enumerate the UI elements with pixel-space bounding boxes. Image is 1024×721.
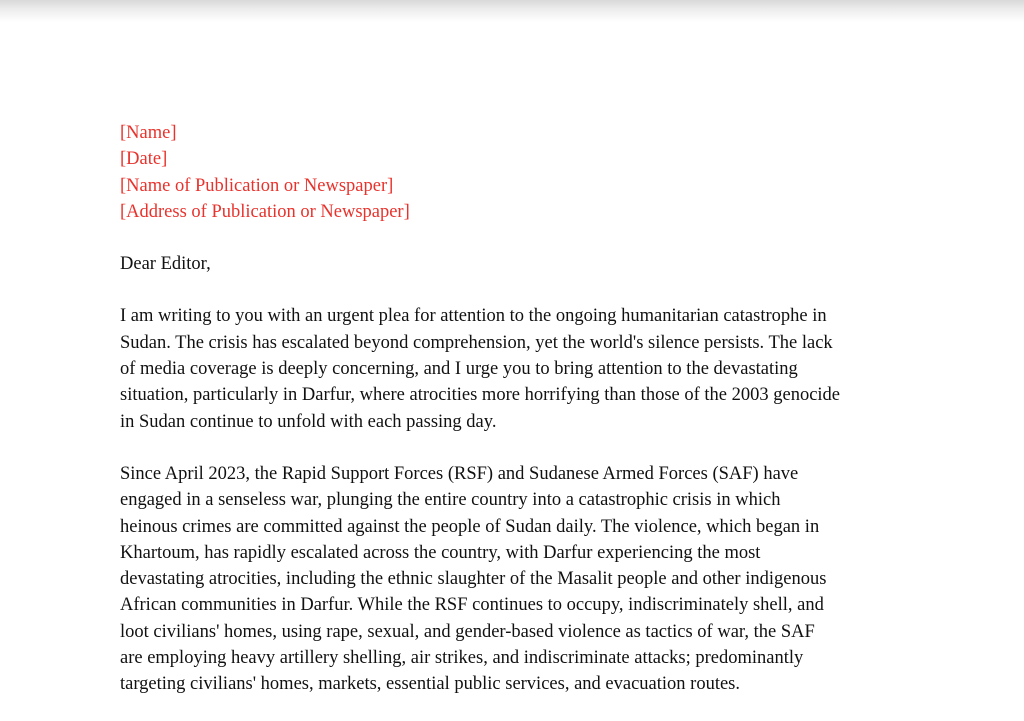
paragraph-line: I am writing to you with an urgent plea for attention to the ongoing humanitarian catastrophe in [120, 306, 827, 327]
paragraph-line: situation, particularly in Darfur, where atrocities more horrifying than those of the 2003 genocide [120, 385, 841, 406]
header-publication-name-placeholder: [Name of Publication or Newspaper] [120, 175, 394, 196]
paragraph-line: targeting civilians' homes, markets, essential public services, and evacuation routes. [120, 674, 740, 695]
page-top-shadow [0, 0, 1024, 22]
paragraph-line: in Sudan continue to unfold with each passing day. [120, 411, 497, 432]
paragraph-line: devastating atrocities, including the ethnic slaughter of the Masalit people and other indigenous [120, 569, 827, 590]
paragraph-line: loot civilians' homes, using rape, sexual, and gender-based violence as tactics of war, the SAF [120, 621, 815, 642]
paragraph-line: African communities in Darfur. While the RSF continues to occupy, indiscriminately shell, and [120, 595, 824, 616]
letter-header [120, 120, 920, 225]
paragraph-line: heinous crimes are committed against the people of Sudan daily. The violence, which began in [120, 516, 820, 537]
paragraph-line: Sudan. The crisis has escalated beyond comprehension, yet the world's silence persists. The lack [120, 332, 833, 353]
paragraph-1 [120, 303, 920, 434]
paragraph-line: of media coverage is deeply concerning, and I urge you to bring attention to the devastating [120, 359, 798, 380]
paragraph-line: engaged in a senseless war, plunging the entire country into a catastrophic crisis in which [120, 490, 781, 511]
paragraph-line: are employing heavy artillery shelling, air strikes, and indiscriminate attacks; predominantly [120, 648, 804, 669]
salutation: Dear Editor, [120, 254, 211, 275]
header-publication-address-placeholder: [Address of Publication or Newspaper] [120, 201, 410, 222]
letter-body [120, 120, 920, 698]
paragraph-2 [120, 461, 920, 698]
header-name-placeholder: [Name] [120, 123, 177, 143]
paragraph-line: Khartoum, has rapidly escalated across the country, with Darfur experiencing the most [120, 542, 761, 563]
paragraph-line: Since April 2023, the Rapid Support Forces (RSF) and Sudanese Armed Forces (SAF) have [120, 463, 799, 484]
header-date-placeholder: [Date] [120, 149, 168, 170]
